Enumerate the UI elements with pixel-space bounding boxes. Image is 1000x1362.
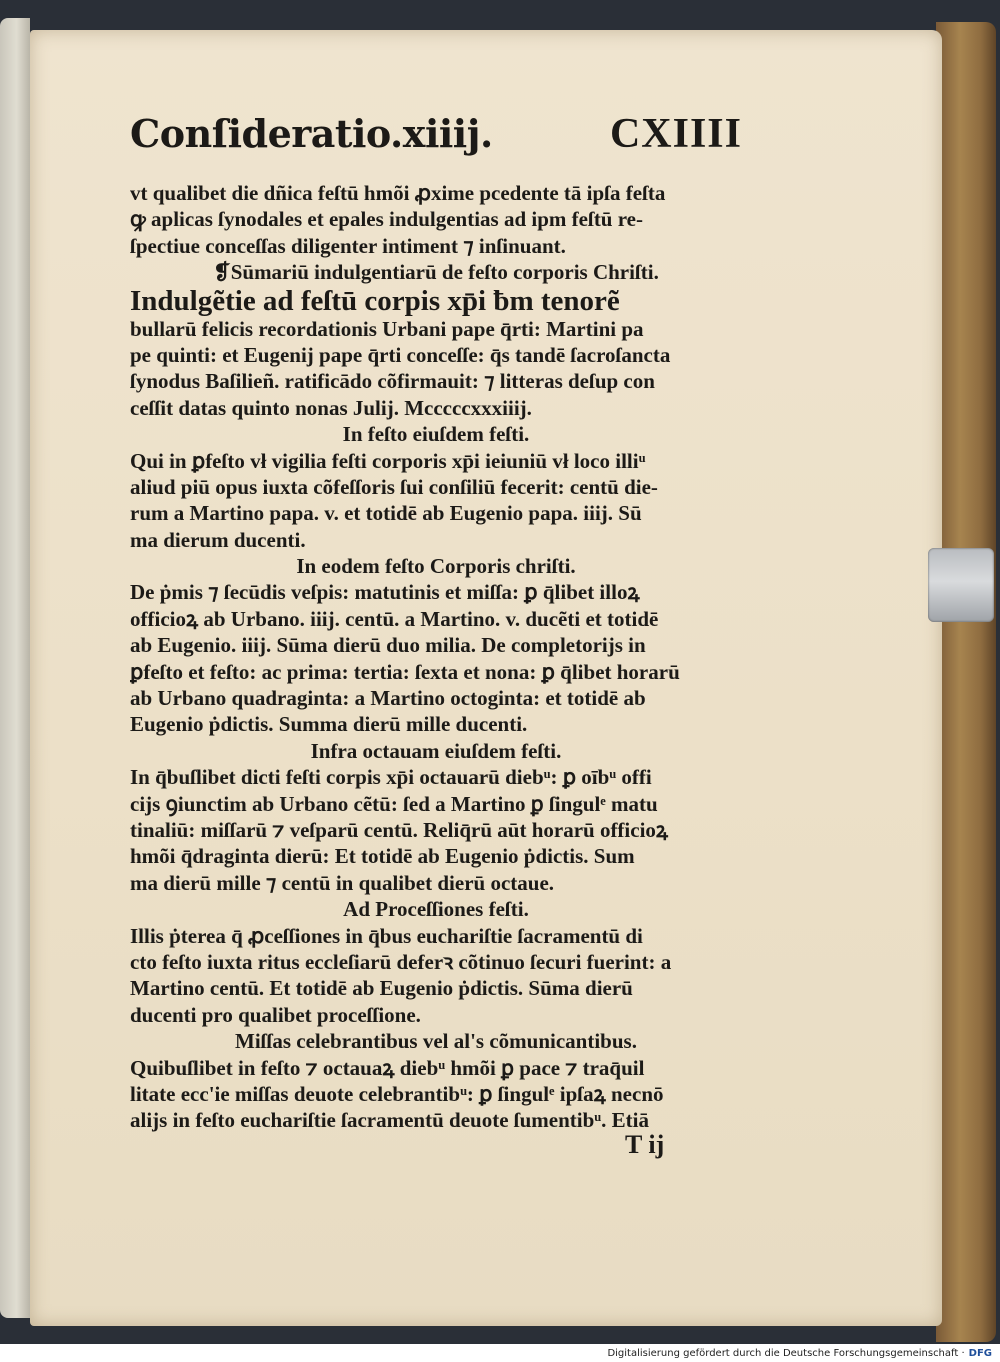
text-line: ſynodus Baſilieñ. ratificādo cõfirmauit: ⁊ litteras deſup con [130, 369, 655, 394]
footer-bar [0, 1344, 1000, 1362]
text-line: ma dierū mille ⁊ centū in qualibet dierū octaue. [130, 870, 555, 895]
section-heading-line: Infra octauam eiuſdem feſti. [310, 738, 562, 763]
book-page [30, 30, 942, 1326]
text-line: In q̄buſlibet dicti feſti corpis xp̄i octauarū diebᵘ: ꝑ oībᵘ offi [130, 765, 652, 790]
text-line: ab Urbano quadraginta: a Martino octoginta: et totidē ab [130, 686, 646, 711]
text-line: Eugenio ṗdictis. Summa dierū mille ducenti. [130, 712, 528, 737]
text-lines [130, 180, 742, 1134]
text-block [130, 110, 742, 1134]
running-header [130, 110, 742, 180]
text-line: Qui in ꝑfeſto vł vigilia feſti corporis xp̄i ieiuniū vł loco illiᵘ [130, 448, 646, 473]
text-line: Quibuſlibet in feſto ⁊ octauaꝝ diebᵘ hmõi ꝑ pace ⁊ traq̄uil [130, 1055, 645, 1080]
book-cover-board [936, 22, 996, 1342]
text-line: De ṗmis ⁊ ſecūdis veſpis: matutinis et miſſa: ꝑ q̄libet illoꝝ [130, 580, 640, 605]
text-line: ſpectiue conceſſas diligenter intiment ⁊ inſinuant. [130, 233, 566, 258]
text-line: aliud piū opus iuxta cõfeſſoris ſui conſiliū fecerit: centū die- [130, 474, 658, 499]
section-heading-line: Ad Proceſſiones feſti. [343, 897, 529, 922]
text-line: ma dierum ducenti. [130, 527, 306, 552]
text-line: ceſſit datas quinto nonas Julij. Mcccccxxxiiij. [130, 395, 532, 420]
signature-mark: T ij [625, 1130, 665, 1159]
text-line: ducenti pro qualibet proceſſione. [130, 1002, 421, 1027]
text-line: hmõi q̄draginta dierū: Et totidē ab Eugenio ṗdictis. Sum [130, 844, 635, 869]
text-line: litate ecc'ie miſſas deuote celebrantibᵘ: ꝑ ſingulᵉ ipſaꝝ necnō [130, 1081, 664, 1106]
text-line: ꝙ aplicas ſynodales et epales indulgentias ad ipm feſtū re- [130, 207, 643, 232]
text-line: Martino centū. Et totidē ab Eugenio ṗdictis. Sūma dierū [130, 976, 633, 1001]
text-line: pe quinti: et Eugenij pape q̄rti conceſſe: q̄s tandē ſacroſancta [130, 342, 671, 367]
section-heading-line: In eodem feſto Corporis chriſti. [296, 554, 576, 579]
text-line: bullarū felicis recordationis Urbani pape q̄rti: Martini pa [130, 316, 644, 341]
metal-clasp [928, 548, 994, 622]
text-line: ab Eugenio. iiij. Sūma dierū duo milia. De completorijs in [130, 633, 646, 658]
text-line: vt qualibet die dñica feſtū hmõi ꝓxime pcedente tā ipſa feſtaᷓ [130, 181, 682, 205]
text-line: cto feſto iuxta ritus eccleſiarū deferꝛ cõtinuo ſecuri fuerint: a [130, 949, 672, 974]
headline-line: Indulgẽtie ad feſtū corpis xp̄i ƀm tenorẽ [130, 285, 620, 316]
text-line: cijs ꝯiunctim ab Urbano cẽtū: ſed a Martino ꝑ ſingulᵉ matu [130, 791, 658, 816]
dfg-logo: DFG [968, 1347, 992, 1359]
header-title: Conſideratio.xiiij. [130, 111, 493, 156]
text-line: Illis ṗterea q̄ ꝓceſſiones in q̄bus euchariſtie ſacramentū di [130, 923, 643, 948]
text-line: alijs in feſto euchariſtie ſacramentū deuote ſumentibᵘ. Etiā [130, 1108, 649, 1133]
text-line: tinaliū: miſſarū ⁊ veſparū centū. Reliq̄rū aūt horarū officioꝝ [130, 817, 669, 842]
text-line: officioꝝ ab Urbano. iiij. centū. a Martino. v. ducẽti et totidē [130, 606, 659, 631]
text-line: ꝑfeſto et feſto: ac prima: tertia: ſexta et nona: ꝑ q̄libet horarū [130, 659, 680, 684]
left-page-edge [0, 18, 30, 1318]
section-heading-line: ❡Sūmariū indulgentiarū de feſto corporis Chriſti. [213, 260, 659, 285]
text-line: rum a Martino papa. v. et totidē ab Eugenio papa. iiij. Sū [130, 501, 642, 526]
section-heading-line: Miſſas celebrantibus vel al's cõmunicantibus. [235, 1029, 637, 1054]
section-heading-line: In feſto eiuſdem feſti. [342, 422, 530, 447]
footer-credit: Digitalisierung gefördert durch die Deutsche Forschungsgemeinschaft · [607, 1347, 965, 1359]
folio-number: CXIIII [609, 111, 742, 157]
